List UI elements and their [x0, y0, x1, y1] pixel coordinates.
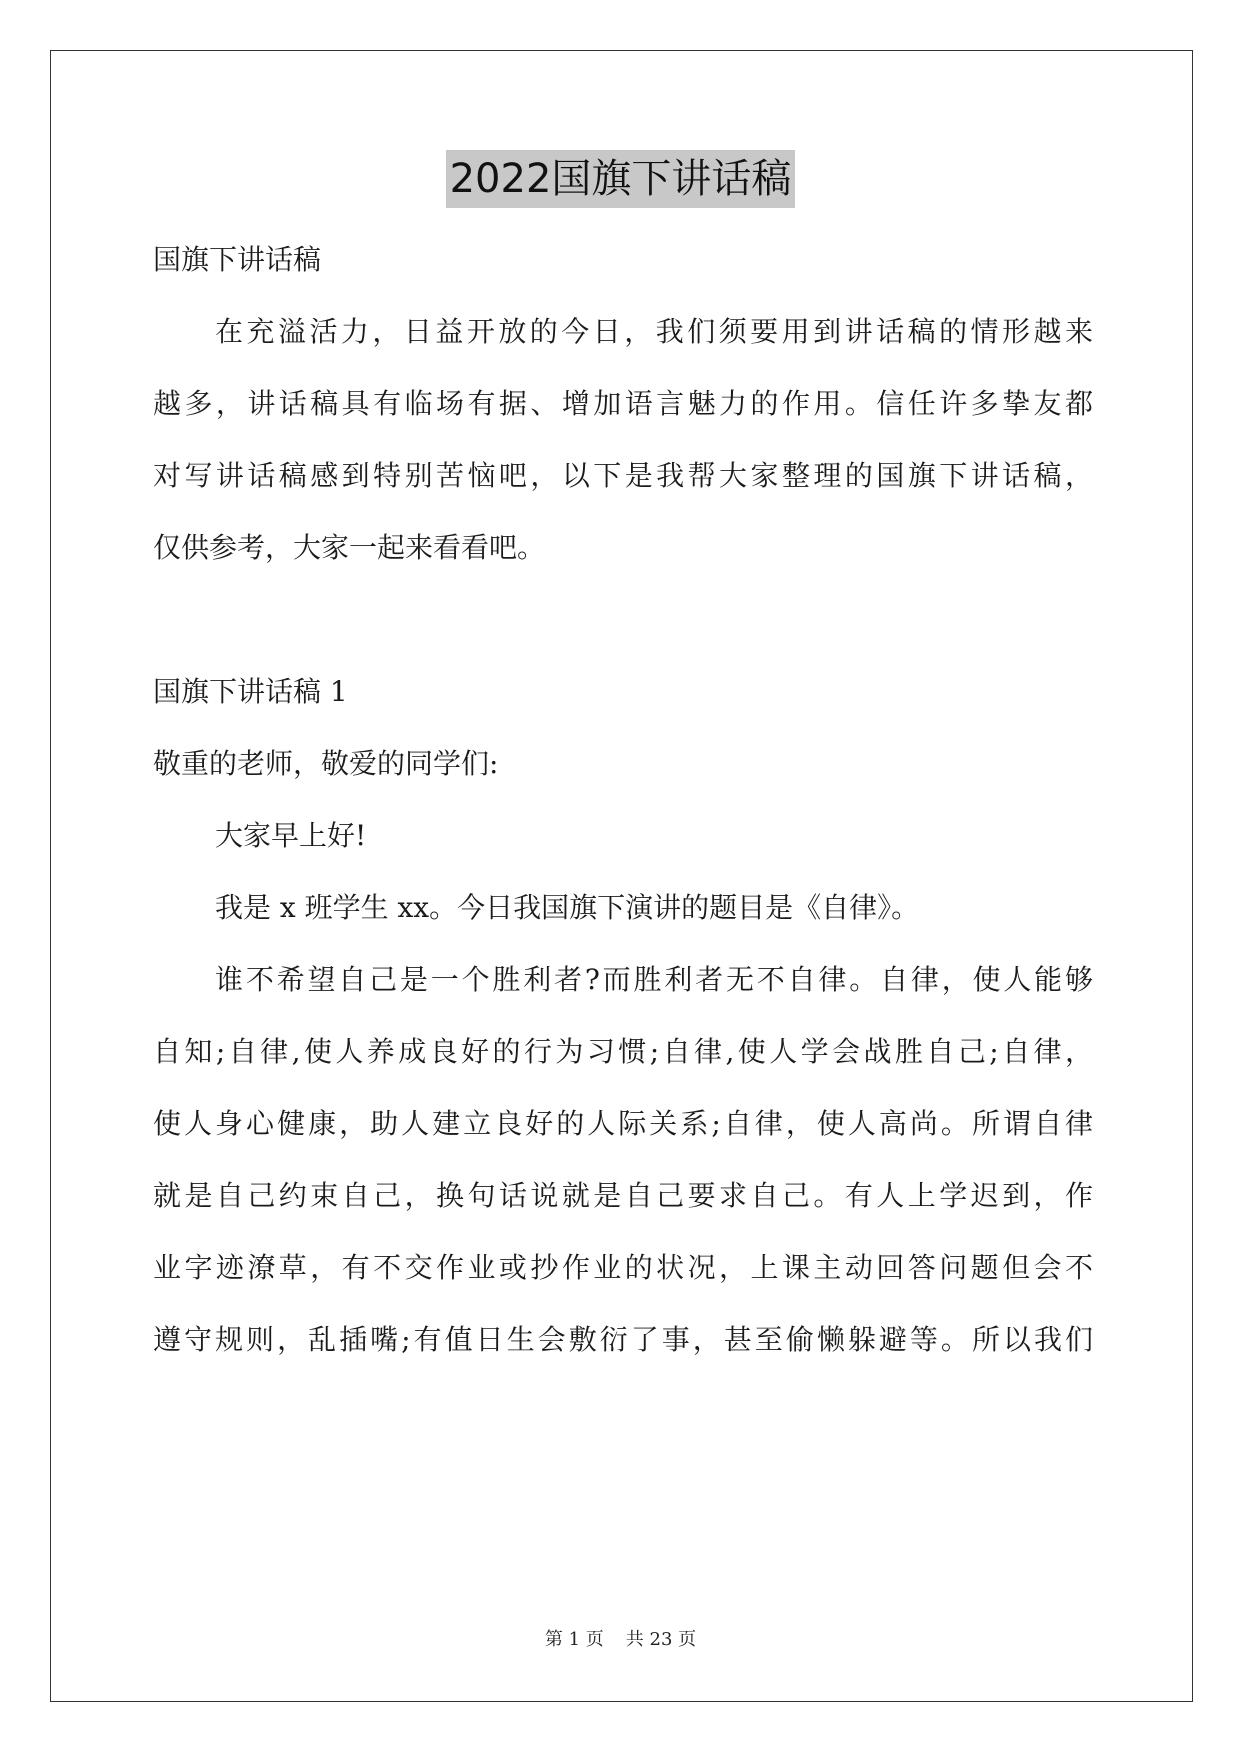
paragraph-line: 业字迹潦草，有不交作业或抄作业的状况，上课主动回答问题但会不 [153, 1251, 1093, 1284]
paragraph-line: 我是 x 班学生 xx。今日我国旗下演讲的题目是《自律》。 [215, 891, 920, 924]
salutation: 敬重的老师，敬爱的同学们: [153, 747, 499, 780]
section-heading: 国旗下讲话稿 [153, 243, 322, 276]
page-footer [0, 1628, 1241, 1652]
paragraph-line: 越多，讲话稿具有临场有据、增加语言魅力的作用。信任许多挚友都 [153, 387, 1093, 420]
paragraph-line: 对写讲话稿感到特别苦恼吧，以下是我帮大家整理的国旗下讲话稿， [153, 459, 1093, 492]
section-heading: 国旗下讲话稿 1 [153, 675, 348, 708]
paragraph-line: 在充溢活力，日益开放的今日，我们须要用到讲话稿的情形越来 [215, 315, 1093, 348]
document-title: 2022国旗下讲话稿 [446, 150, 796, 208]
page-number: 第 1 页 [544, 1629, 604, 1650]
paragraph-line: 谁不希望自己是一个胜利者?而胜利者无不自律。自律，使人能够 [215, 963, 1093, 996]
paragraph-line: 仅供参考，大家一起来看看吧。 [153, 531, 546, 564]
paragraph-line: 就是自己约束自己，换句话说就是自己要求自己。有人上学迟到，作 [153, 1179, 1093, 1212]
paragraph-line: 自知;自律,使人养成良好的行为习惯;自律,使人学会战胜自己;自律， [153, 1035, 1093, 1068]
greeting-line: 大家早上好! [215, 819, 367, 852]
paragraph-line: 使人身心健康，助人建立良好的人际关系;自律，使人高尚。所谓自律 [153, 1107, 1093, 1140]
page-total: 共 23 页 [625, 1629, 697, 1650]
paragraph-line: 遵守规则，乱插嘴;有值日生会敷衍了事，甚至偷懒躲避等。所以我们 [153, 1323, 1093, 1356]
title-container [0, 150, 1241, 208]
page-border [50, 50, 1193, 1702]
